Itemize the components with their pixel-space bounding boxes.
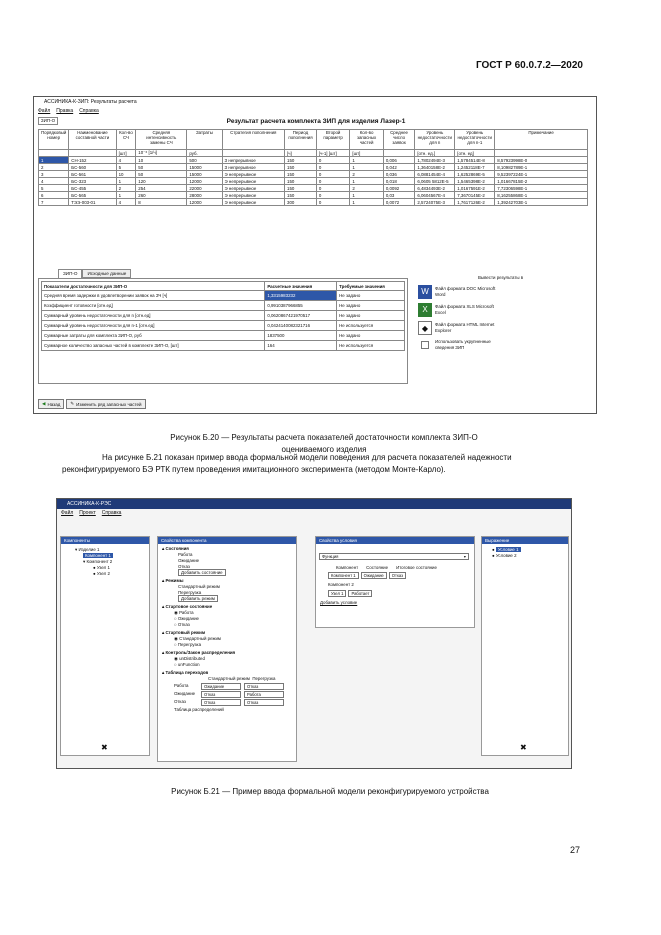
table-cell: 4 — [39, 178, 69, 185]
results-unit-cell: [отн. ед.] — [415, 150, 455, 157]
results-col-header: Примечание — [495, 130, 588, 150]
tree-item-component2[interactable]: ▾ Компонент 2 — [83, 559, 113, 564]
stats-cell[interactable]: Не задано — [337, 301, 405, 311]
results-unit-cell: [отн. ед] — [455, 150, 495, 157]
fig21-titlebar — [57, 499, 571, 509]
state-wait[interactable]: Ожидание — [178, 558, 200, 563]
table-cell: 300 — [285, 199, 317, 206]
table-cell: 2 — [350, 185, 383, 192]
cond-final-select[interactable]: Отказ — [389, 572, 406, 579]
table-row[interactable] — [39, 178, 588, 185]
table-cell: 150 — [285, 157, 317, 164]
components-panel-header: Компоненты — [61, 537, 149, 544]
table-cell: 1,2452118E-7 — [455, 164, 495, 171]
export-panel — [418, 275, 588, 395]
table-cell: 0,018 — [383, 178, 415, 185]
results-col-header: Средняя интенсивность замены СЧ — [136, 130, 187, 150]
table-cell: 28000 — [187, 192, 222, 199]
start-option-wait[interactable]: ○ Ожидание — [174, 616, 200, 621]
components-panel — [60, 536, 150, 756]
table-cell: 1 — [350, 199, 383, 206]
states-header: ▴ Состояния — [162, 546, 189, 551]
table-cell: 1,3640158E-2 — [415, 164, 455, 171]
bottom-tabs — [58, 269, 131, 278]
html-icon: ◆ — [418, 321, 432, 335]
trans-table — [158, 683, 296, 706]
startmode-option-overload[interactable]: ○ Перегрузка — [174, 642, 202, 647]
stats-cell: 1837500 — [265, 331, 337, 341]
trans-row — [158, 683, 296, 690]
fig20-result-title: Результат расчета комплекта ЗИП для изделия Лазер-1 — [226, 118, 406, 125]
table-cell: Э непрерывное — [222, 178, 285, 185]
table-cell: 150 — [285, 185, 317, 192]
fig21-caption: Рисунок Б.21 — Пример ввода формальной модели реконфигурируемого устройства — [171, 787, 489, 796]
results-unit-cell — [383, 150, 415, 157]
table-cell: 260 — [136, 192, 187, 199]
props-panel — [157, 536, 297, 762]
table-cell: 150 — [285, 171, 317, 178]
stats-cell[interactable]: Не задано — [337, 331, 405, 341]
stats-row — [42, 341, 405, 351]
results-col-header: Порядковый номер — [39, 130, 69, 150]
table-cell: 1 — [39, 157, 69, 164]
table-cell: 0,0092 — [383, 185, 415, 192]
arrow-left-icon: ◀ — [42, 401, 46, 406]
table-cell: 8 — [136, 199, 187, 206]
body-paragraph: На рисунке Б.21 показан пример ввода формальной модели поведения для расчета показателей надежности реконфигурируемого БЭ РТК путем проведения имитационного эксперимента (методом Монте-Карло). — [62, 453, 512, 474]
add-state-button[interactable]: Добавить состояние — [178, 569, 226, 576]
results-col-header: Кол-во СЧ — [116, 130, 136, 150]
table-cell: 4 — [116, 157, 136, 164]
trans-select[interactable]: Ожидание — [201, 683, 241, 690]
stats-cell: Коэффициент готовности [отн.ед] — [42, 301, 265, 311]
table-cell: 0 — [316, 192, 349, 199]
table-cell: СН-152 — [69, 157, 116, 164]
table-cell: 8,10982789E-1 — [495, 164, 588, 171]
trans-row-label: Отказ — [174, 699, 186, 704]
cond-state-select[interactable]: Ожидание — [361, 572, 387, 579]
stats-cell[interactable]: Не используется — [337, 321, 405, 331]
delete-icon[interactable]: ✖ — [101, 743, 108, 752]
table-cell: 120 — [136, 178, 187, 185]
props-panel-header: Свойства компонента — [158, 537, 296, 544]
table-row[interactable] — [39, 164, 588, 171]
trans-row — [158, 699, 296, 706]
table-cell: БС-455 — [69, 185, 116, 192]
menu-project[interactable]: Проект — [79, 510, 96, 516]
fig20-caption: Рисунок Б.20 — Результаты расчета показателей достаточности комплекта ЗИП-О оцениваемого изделия — [170, 433, 478, 454]
results-unit-cell — [39, 150, 69, 157]
table-cell: 50 — [136, 171, 187, 178]
table-cell: БС-323 — [69, 178, 116, 185]
table-cell: 1 — [350, 192, 383, 199]
table-cell: 7,72306598E-1 — [495, 185, 588, 192]
fig20-titlebar — [34, 97, 596, 107]
trans-header: ▴ Таблица переходов — [162, 670, 209, 675]
cond-row2[interactable]: Компонент 2 — [328, 582, 354, 587]
table-cell: 7,3670145E-2 — [455, 192, 495, 199]
results-col-header: Уровень недостаточности для n — [415, 130, 455, 150]
table-cell: 5 — [39, 185, 69, 192]
back-button[interactable]: ◀ Назад — [38, 399, 64, 409]
dist-header: ▴ Контроль/Закон распределения — [162, 650, 236, 655]
table-cell: 1,0167591E-2 — [455, 185, 495, 192]
stats-row — [42, 321, 405, 331]
table-row[interactable] — [39, 199, 588, 206]
trans-select[interactable]: Отказ — [244, 683, 284, 690]
table-cell: 4 — [116, 199, 136, 206]
table-cell: 2 — [116, 185, 136, 192]
table-cell: 22000 — [187, 185, 222, 192]
export-html[interactable] — [418, 321, 588, 335]
table-cell: 0 — [316, 171, 349, 178]
page-number: 27 — [570, 845, 581, 855]
table-cell: 1,01667815E-2 — [495, 178, 588, 185]
table-cell: 0 — [316, 157, 349, 164]
cond-row3 — [316, 588, 474, 597]
expression-panel-header: Выражение — [482, 537, 568, 544]
tree-item-node1[interactable]: ● Узел 1 — [93, 565, 110, 570]
results-col-header: Период пополнения — [285, 130, 317, 150]
results-col-header: Наименование составной части — [69, 130, 116, 150]
table-cell: Э непрерывное — [222, 192, 285, 199]
results-table — [38, 129, 588, 206]
results-unit-cell — [495, 150, 588, 157]
menu-file[interactable]: Файл — [38, 108, 51, 114]
table-row[interactable] — [39, 185, 588, 192]
stats-cell[interactable]: Не используется — [337, 341, 405, 351]
results-unit-cell: [шт] — [350, 150, 383, 157]
add-mode-button[interactable]: Добавить режим — [178, 595, 218, 602]
table-cell: 9,52397224E-1 — [495, 171, 588, 178]
table-cell: 0,042 — [383, 164, 415, 171]
stats-cell: Суммарный уровень недостаточности для n [отн.ед] — [42, 311, 265, 321]
table-cell: 1 — [116, 178, 136, 185]
condition-panel — [315, 536, 475, 628]
results-unit-cell: [ч-1] [шт] — [316, 150, 349, 157]
results-col-header: Затраты — [187, 130, 222, 150]
table-cell: 5 — [116, 164, 136, 171]
stats-cell: Средняя время задержки в удовлетворении заявок на ЗЧ [ч] — [42, 291, 265, 301]
stats-row — [42, 291, 405, 301]
trans-row-label: Ожидание — [174, 691, 196, 696]
table-cell: 2,5724075E-3 — [415, 199, 455, 206]
tree-item-component1[interactable]: Компонент 1 — [85, 553, 111, 558]
stats-cell: 1,3315983232 — [265, 291, 337, 301]
results-unit-cell: 10⁻⁶ [1/ч] — [136, 150, 187, 157]
results-col-header: Стратегия пополнения — [222, 130, 285, 150]
table-cell: 1 — [116, 192, 136, 199]
table-cell: 2 — [350, 171, 383, 178]
stats-cell: 0,0424140082321716 — [265, 321, 337, 331]
stats-cell: Суммарный уровень недостаточности для n-1 [отн.ед] — [42, 321, 265, 331]
cond-row1 — [316, 571, 474, 579]
table-cell: 1,6252869E-5 — [455, 171, 495, 178]
table-cell: 8,57923998E-0 — [495, 157, 588, 164]
table-cell: 150 — [285, 192, 317, 199]
stats-row — [42, 301, 405, 311]
table-cell: 10 — [136, 157, 187, 164]
table-cell: 12000 — [187, 178, 222, 185]
table-cell: З непрерывное — [222, 164, 285, 171]
trans-cols: Стандартный режим Перегрузка — [208, 676, 276, 681]
stats-cell[interactable]: Не задано — [337, 311, 405, 321]
table-cell: 150 — [285, 178, 317, 185]
table-cell: БС-560 — [69, 164, 116, 171]
tab-zip-o-top[interactable]: ЗИП-О — [38, 117, 58, 125]
menu-help-2[interactable]: Справка — [101, 510, 122, 516]
table-cell: 6,0605 5812E-5 — [415, 178, 455, 185]
startmode-option-standard[interactable]: ◉ Стандартный режим — [174, 636, 221, 641]
edit-icon: ✎ — [70, 401, 75, 406]
table-cell: Э непрерывное — [222, 185, 285, 192]
dist-option-unfunction[interactable]: ○ unFunction — [174, 662, 200, 667]
excel-icon: X — [418, 303, 432, 317]
table-cell: 0,006 — [383, 157, 415, 164]
stats-col-req: Требуемые значения — [337, 282, 405, 291]
fig21-window-title: АССИНИКА-К-РЭС — [67, 501, 112, 507]
table-cell: 12000 — [187, 199, 222, 206]
export-doc[interactable] — [418, 285, 588, 299]
fig21-menubar — [57, 509, 571, 517]
table-cell: 1,5465398E-2 — [455, 178, 495, 185]
table-cell: 1 — [350, 178, 383, 185]
stats-cell: 0,9910387966855 — [265, 301, 337, 311]
table-cell: БС-565 — [69, 192, 116, 199]
table-cell: 1,7802494E-3 — [415, 157, 455, 164]
table-cell: 1 — [350, 157, 383, 164]
table-cell: 6 — [39, 192, 69, 199]
table-cell: 1,39242703E-1 — [495, 199, 588, 206]
table-cell: 0,036 — [383, 171, 415, 178]
modes-header: ▴ Режимы — [162, 578, 184, 583]
stats-row — [42, 331, 405, 341]
stats-cell[interactable]: Не задано — [337, 291, 405, 301]
add-condition-button[interactable]: Добавить условие — [320, 600, 358, 605]
table-cell: 50 — [136, 164, 187, 171]
table-cell: 0,0072 — [383, 199, 415, 206]
table-cell: 0 — [316, 199, 349, 206]
state-fail[interactable]: Отказ — [178, 564, 190, 569]
table-cell: Э непрерывное — [222, 171, 285, 178]
fig20-menubar — [34, 107, 596, 115]
state-work[interactable]: Работа — [178, 552, 193, 557]
start-state-header: ▴ Стартовое состояние — [162, 604, 213, 609]
table-cell: 7 — [39, 199, 69, 206]
results-unit-cell: [ч] — [285, 150, 317, 157]
table-row[interactable] — [39, 171, 588, 178]
trans-select[interactable]: Отказ — [244, 699, 284, 706]
trans-select[interactable]: Отказ — [201, 691, 241, 698]
function-select[interactable]: Функция ▾ — [319, 553, 469, 560]
condition-item-1[interactable]: ● Условие 1 — [492, 547, 519, 552]
stats-cell: 164 — [265, 341, 337, 351]
stats-table — [41, 281, 405, 351]
change-parts-button[interactable]: ✎ Изменить ряд запасных частей — [66, 399, 145, 409]
stats-row — [42, 311, 405, 321]
stats-cell: Суммарное количество запасных частей в комплекте ЗИП-О, [шт] — [42, 341, 265, 351]
export-xls[interactable] — [418, 303, 588, 317]
fig21-window — [56, 498, 572, 769]
results-col-header: Кол-во запасных частей — [350, 130, 383, 150]
cond-component-select[interactable]: Компонент 1 — [328, 572, 359, 579]
cond-node-state-select[interactable]: Работает — [348, 590, 372, 597]
trans-select[interactable]: Работа — [244, 691, 284, 698]
table-cell: 0 — [316, 178, 349, 185]
results-unit-cell — [69, 150, 116, 157]
table-cell: БС-561 — [69, 171, 116, 178]
table-cell: 150 — [285, 164, 317, 171]
table-cell: 15000 — [187, 171, 222, 178]
results-table-wrap — [38, 129, 588, 257]
results-col-header: Уровень недостаточности для n-1 — [455, 130, 495, 150]
stats-cell: 0,0620867421970517 — [265, 311, 337, 321]
tree-item-node2[interactable]: ● Узел 2 — [93, 571, 110, 576]
export-xls-label: Файл формата XLS Microsoft Excel — [435, 304, 494, 315]
stats-col-indicator: Показатели достаточности для ЗИП-О — [42, 282, 265, 291]
fig20-window — [33, 96, 597, 414]
start-option-fail[interactable]: ○ Отказ — [174, 622, 190, 627]
results-col-header: Среднее число заявок — [383, 130, 415, 150]
table-cell: Э непрерывное — [222, 199, 285, 206]
condition-item-2[interactable]: ● Условие 2 — [492, 553, 517, 558]
cond-cols: Компонент Состояние Итоговое состояние — [336, 565, 437, 570]
menu-file-2[interactable]: Файл — [61, 510, 74, 516]
menu-help[interactable]: Справка — [79, 108, 99, 114]
delete-condition-icon[interactable]: ✖ — [520, 743, 527, 752]
stats-panel — [38, 278, 408, 384]
table-cell: 10 — [116, 171, 136, 178]
expression-panel — [481, 536, 569, 756]
tree-item-product[interactable]: ▾ Изделие 1 — [75, 547, 100, 552]
tab-source-data[interactable]: Исходные данные — [82, 269, 131, 278]
table-cell: З непрерывное — [222, 157, 285, 164]
export-doc-label: Файл формата DOC Microsoft Word — [435, 286, 496, 297]
dist-option-undistributed[interactable]: ◉ unDistributed — [174, 656, 205, 661]
cond-node-select[interactable]: Узел 1 — [328, 590, 346, 597]
table-cell: 6,0881454E-4 — [415, 171, 455, 178]
results-unit-cell: [шт] — [116, 150, 136, 157]
table-cell: 2 — [39, 164, 69, 171]
export-aggregated[interactable] — [418, 339, 588, 351]
table-cell: 1,7617126E-2 — [455, 199, 495, 206]
table-row[interactable] — [39, 192, 588, 199]
results-unit-cell: руб. — [187, 150, 222, 157]
table-cell: 1,5784514E-8 — [455, 157, 495, 164]
word-icon: W — [418, 285, 432, 299]
chevron-down-icon: ▾ — [463, 554, 466, 559]
table-cell: 0 — [316, 164, 349, 171]
table-cell: 15000 — [187, 164, 222, 171]
table-cell: 0 — [316, 185, 349, 192]
table-cell: 6,4834493E-2 — [415, 185, 455, 192]
table-cell: 3 — [39, 171, 69, 178]
start-mode-header: ▴ Стартовый режим — [162, 630, 206, 635]
table-cell: 500 — [187, 157, 222, 164]
start-option-work[interactable]: ◉ Работа — [174, 610, 194, 615]
dist-table-link[interactable]: Таблица распределений — [174, 707, 224, 712]
table-cell: ТЭЭ-003-01 — [69, 199, 116, 206]
mode-standard[interactable]: Стандартный режим — [178, 584, 220, 589]
table-cell: 254 — [136, 185, 187, 192]
trans-row-label: Работа — [174, 683, 189, 688]
aggregated-checkbox[interactable] — [421, 341, 429, 349]
fig20-window-title: АССИНИКА-К-ЗИП: Результаты расчета — [44, 99, 137, 105]
table-cell: 0,03 — [383, 192, 415, 199]
condition-panel-header: Свойства условия — [316, 537, 474, 544]
results-col-header: Второй параметр — [316, 130, 349, 150]
trans-select[interactable]: Отказ — [201, 699, 241, 706]
standard-header: ГОСТ Р 60.0.7.2—2020 — [475, 60, 583, 71]
table-cell: 1 — [350, 164, 383, 171]
mode-overload[interactable]: Перегрузка — [178, 590, 202, 595]
stats-cell: Суммарные затраты для комплекта ЗИП-О, руб — [42, 331, 265, 341]
table-cell: 6,0604567E-4 — [415, 192, 455, 199]
trans-row — [158, 691, 296, 698]
tab-zip-o[interactable]: ЗИП-О — [58, 269, 82, 278]
export-html-label: Файл формата HTML Internet Explorer — [435, 322, 495, 333]
menu-edit[interactable]: Правка — [56, 108, 74, 114]
stats-col-calc: Расчетные значения — [265, 282, 337, 291]
fig20-buttons — [38, 399, 146, 409]
export-aggregated-label: Использовать укрупненные сведения ЗИП — [435, 339, 491, 350]
table-row[interactable] — [39, 157, 588, 164]
results-unit-cell — [222, 150, 285, 157]
export-title: Вывести результаты в — [478, 275, 524, 280]
table-cell: 8,16255868E-1 — [495, 192, 588, 199]
